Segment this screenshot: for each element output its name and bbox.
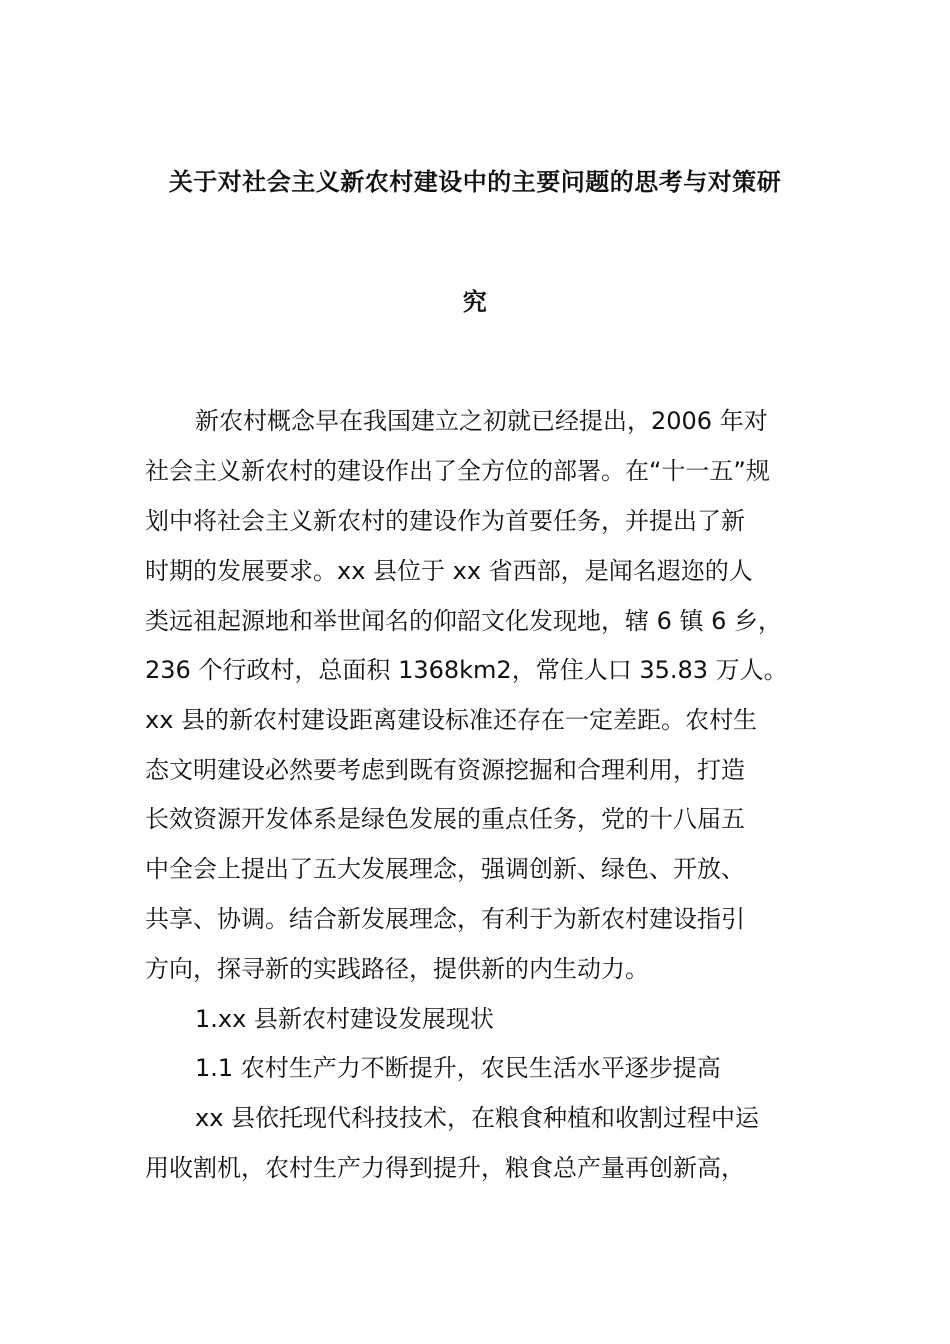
body-line: xx 县依托现代科技技术，在粮食种植和收割过程中运 xyxy=(195,1104,760,1132)
document-title-line-2: 究 xyxy=(462,288,488,316)
body-line: 长效资源开发体系是绿色发展的重点任务，党的十八届五 xyxy=(145,805,745,833)
body-line: 时期的发展要求。xx 县位于 xx 省西部，是闻名遐迩的人 xyxy=(145,557,753,585)
body-line: 236 个行政村，总面积 1368km2，常住人口 35.83 万人。 xyxy=(145,656,788,684)
body-line: 中全会上提出了五大发展理念，强调创新、绿色、开放、 xyxy=(145,855,745,883)
body-line: 社会主义新农村的建设作出了全方位的部署。在“十一五”规 xyxy=(145,457,770,485)
document-title-line-1: 关于对社会主义新农村建设中的主要问题的思考与对策研 xyxy=(168,168,782,196)
body-line: 划中将社会主义新农村的建设作为首要任务，并提出了新 xyxy=(145,507,745,535)
section-heading: 1.xx 县新农村建设发展现状 xyxy=(195,1005,494,1033)
body-line: 新农村概念早在我国建立之初就已经提出，2006 年对 xyxy=(195,407,768,435)
body-line: 态文明建设必然要考虑到既有资源挖掘和合理利用，打造 xyxy=(145,756,745,784)
body-line: 共享、协调。结合新发展理念，有利于为新农村建设指引 xyxy=(145,905,745,933)
body-line: 方向，探寻新的实践路径，提供新的内生动力。 xyxy=(145,955,649,983)
body-line: xx 县的新农村建设距离建设标准还存在一定差距。农村生 xyxy=(145,706,758,734)
body-line: 类远祖起源地和举世闻名的仰韶文化发现地，辖 6 镇 6 乡， xyxy=(145,607,783,635)
subsection-heading: 1.1 农村生产力不断提升，农民生活水平逐步提高 xyxy=(195,1054,721,1082)
body-line: 用收割机，农村生产力得到提升，粮食总产量再创新高， xyxy=(145,1154,745,1182)
